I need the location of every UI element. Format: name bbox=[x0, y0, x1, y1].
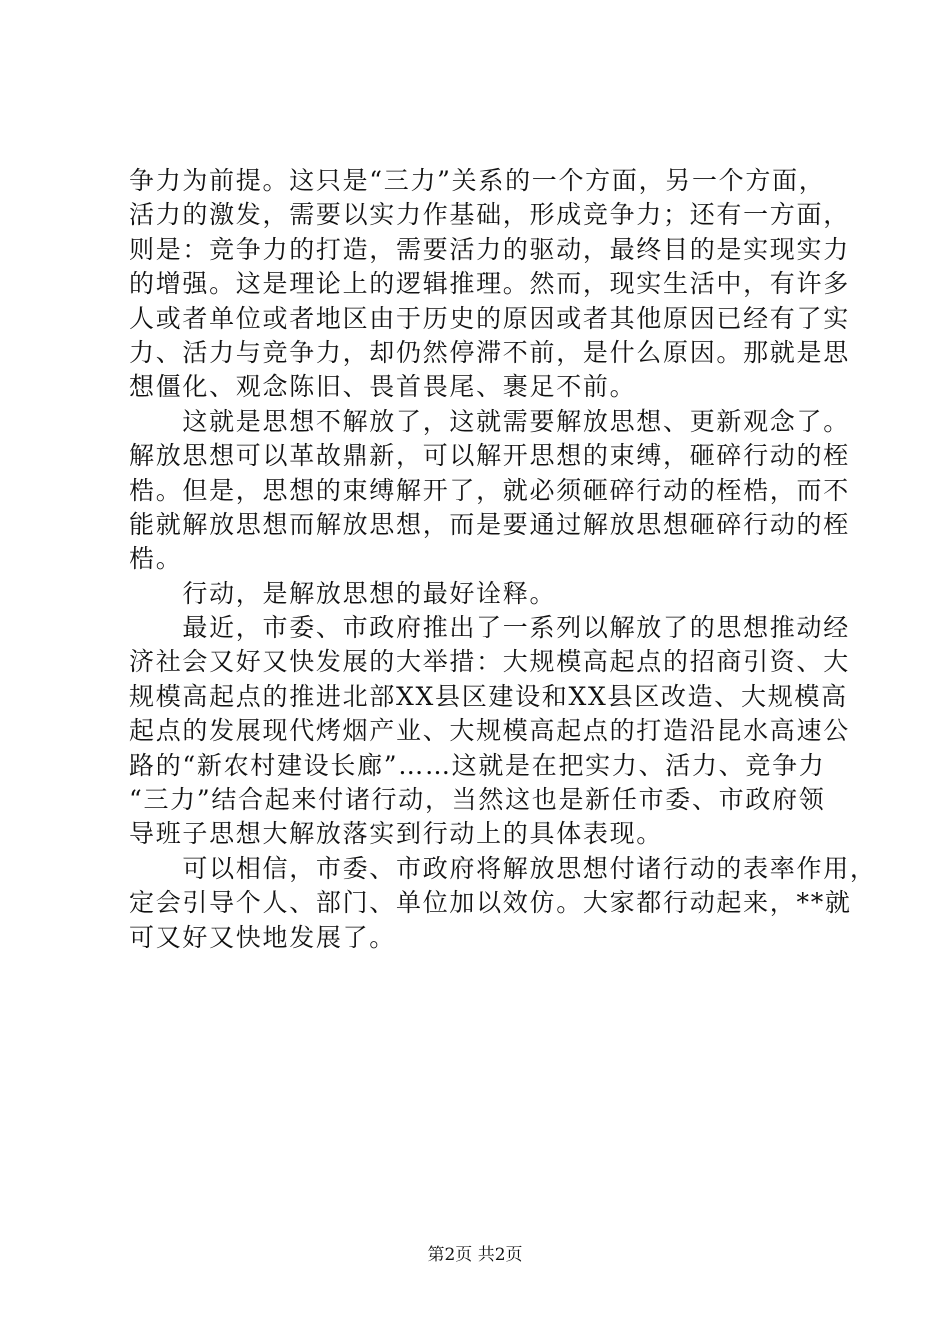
page-number-label: 第2页 共2页 bbox=[427, 1245, 523, 1265]
text-line: 的增强。这是理论上的逻辑推理。然而，现实生活中，有许多 bbox=[129, 269, 850, 299]
text-line: 可又好又快地发展了。 bbox=[129, 922, 397, 952]
text-line: 定会引导个人、部门、单位加以效仿。大家都行动起来，**就 bbox=[129, 888, 852, 918]
text-line: 行动，是解放思想的最好诠释。 bbox=[129, 578, 557, 608]
text-line: 争力为前提。这只是“三力”关系的一个方面，另一个方面， bbox=[129, 166, 826, 195]
text-line: 则是：竞争力的打造，需要活力的驱动，最终目的是实现实力 bbox=[129, 234, 850, 264]
text-line: 梏。但是，思想的束缚解开了，就必须砸碎行动的桎梏，而不 bbox=[129, 475, 850, 505]
text-line: 力、活力与竞争力，却仍然停滞不前，是什么原因。那就是思 bbox=[129, 337, 850, 367]
text-line: 梏。 bbox=[129, 544, 183, 574]
text-line: 路的“新农村建设长廊”……这就是在把实力、活力、竞争力 bbox=[129, 750, 826, 780]
text-line: “三力”结合起来付诸行动，当然这也是新任市委、市政府领 bbox=[129, 785, 826, 815]
text-line: 济社会又好又快发展的大举措：大规模高起点的招商引资、大 bbox=[129, 647, 850, 677]
text-line: 规模高起点的推进北部XX县区建设和XX县区改造、大规模高 bbox=[129, 681, 848, 711]
text-line: 想僵化、观念陈旧、畏首畏尾、裹足不前。 bbox=[129, 372, 637, 402]
document-body bbox=[129, 164, 877, 955]
text-line: 人或者单位或者地区由于历史的原因或者其他原因已经有了实 bbox=[129, 303, 850, 333]
page-footer bbox=[0, 1243, 950, 1267]
text-line: 可以相信，市委、市政府将解放思想付诸行动的表率作用， bbox=[129, 853, 877, 883]
text-line: 最近，市委、市政府推出了一系列以解放了的思想推动经 bbox=[129, 613, 850, 643]
text-line: 能就解放思想而解放思想，而是要通过解放思想砸碎行动的桎 bbox=[129, 509, 850, 539]
text-line: 导班子思想大解放落实到行动上的具体表现。 bbox=[129, 819, 664, 849]
text-line: 这就是思想不解放了，这就需要解放思想、更新观念了。 bbox=[129, 406, 850, 436]
text-line: 起点的发展现代烤烟产业、大规模高起点的打造沿昆水高速公 bbox=[129, 716, 850, 746]
text-line: 活力的激发，需要以实力作基础，形成竞争力；还有一方面， bbox=[129, 200, 850, 230]
text-line: 解放思想可以革故鼎新，可以解开思想的束缚，砸碎行动的桎 bbox=[129, 441, 850, 471]
